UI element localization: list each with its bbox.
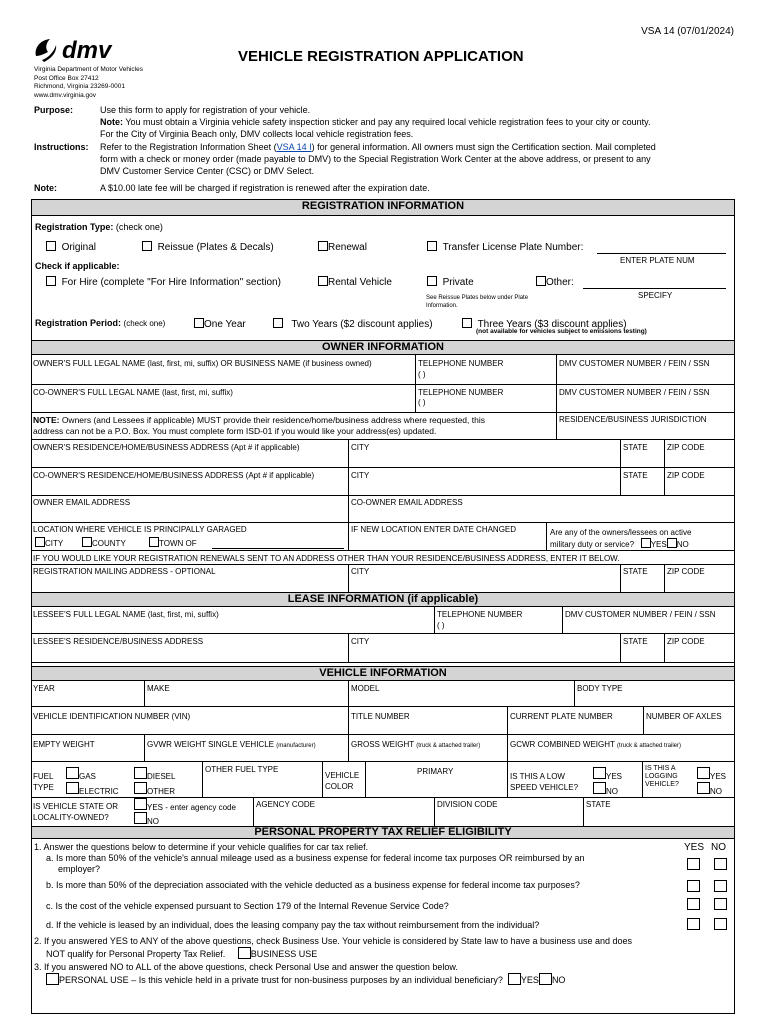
plate-number-line[interactable] [597, 253, 726, 254]
qa-yes-checkbox[interactable] [687, 858, 700, 870]
logging-question: IS THIS A LOGGING VEHICLE? [645, 765, 679, 788]
private-checkbox[interactable] [427, 276, 437, 286]
lessee-phone-paren: ( ) [437, 621, 445, 630]
gvwr-field[interactable]: GVWR WEIGHT SINGLE VEHICLE (manufacturer) [147, 740, 316, 749]
state-owned-question: IS VEHICLE STATE OR LOCALITY-OWNED? [33, 802, 119, 822]
model-field[interactable]: MODEL [351, 684, 380, 693]
diesel-option[interactable]: DIESEL [134, 767, 175, 782]
fuel-type-label: FUEL TYPE [33, 772, 54, 792]
make-field[interactable]: MAKE [147, 684, 170, 693]
garaged-city-checkbox[interactable] [35, 537, 45, 547]
state-owned-yes-checkbox[interactable] [134, 798, 147, 810]
original-checkbox[interactable] [46, 241, 56, 251]
tax-q1: 1. Answer the questions below to determine if your vehicle qualifies for car tax relief. [34, 842, 369, 852]
enter-plate-hint: ENTER PLATE NUM [620, 256, 695, 265]
owner-phone-paren: ( ) [418, 370, 426, 379]
for-hire-checkbox[interactable] [46, 276, 56, 286]
other-specify-line[interactable] [583, 288, 726, 289]
lease-header: LEASE INFORMATION (if applicable) [31, 592, 735, 607]
coowner-phone-paren: ( ) [418, 398, 426, 407]
lessee-customer-no-field[interactable]: DMV CUSTOMER NUMBER / FEIN / SSN [565, 610, 716, 619]
transfer-option[interactable]: Transfer License Plate Number: [427, 241, 583, 253]
address-note: NOTE: Owners (and Lessees if applicable) MUST provide their residence/home/business address where requested, this address can not be a P.O. Box. You must complete form ISD-01 if you would like your address(es) updated. [33, 415, 485, 436]
garaged-county-option[interactable]: COUNTY [82, 537, 126, 549]
personal-use-checkbox[interactable] [46, 973, 59, 985]
tax-yes-heading: YES [684, 842, 705, 853]
check-if-applicable: Check if applicable: [35, 261, 120, 271]
jurisdiction-field[interactable]: RESIDENCE/BUSINESS JURISDICTION [559, 415, 707, 424]
agency-address: Virginia Department of Motor Vehicles Post Office Box 27412 Richmond, Virginia 23269-0001 www.dmv.virginia.gov [34, 66, 143, 99]
trust-no-checkbox[interactable] [539, 973, 552, 985]
military-yes-checkbox[interactable] [641, 538, 651, 548]
owner-telephone-field[interactable]: TELEPHONE NUMBER [418, 359, 504, 368]
tax-qb: b. Is more than 50% of the depreciation associated with the vehicle deducted as a business expense for federal income tax purposes? [46, 880, 580, 890]
private-option[interactable]: Private [427, 276, 474, 288]
see-reissue-note: See Reissue Plates below under Plate Information. [426, 295, 529, 309]
logging-yes-checkbox[interactable] [697, 767, 710, 779]
one-year-checkbox[interactable] [194, 318, 204, 328]
gcwr-field[interactable]: GCWR COMBINED WEIGHT (truck & attached trailer) [510, 740, 682, 749]
garaged-label: LOCATION WHERE VEHICLE IS PRINCIPALLY GARAGED [33, 525, 247, 534]
dmv-logo-icon [32, 36, 132, 64]
logging-yes-option[interactable]: YES [697, 767, 726, 782]
state-owned-no-option[interactable]: NO [134, 812, 159, 827]
owner-header: OWNER INFORMATION [31, 340, 735, 355]
coowner-telephone-field[interactable]: TELEPHONE NUMBER [418, 388, 504, 397]
low-speed-no-option[interactable]: NO [593, 782, 618, 797]
garaged-city-option[interactable]: CITY [35, 537, 63, 549]
three-years-note: (not available for vehicles subject to emissions testing) [476, 328, 647, 335]
dmv-logo [32, 36, 132, 64]
garaged-county-checkbox[interactable] [82, 537, 92, 547]
for-hire-option[interactable]: For Hire (complete "For Hire Information" section) [46, 276, 281, 288]
owner-name-field[interactable]: OWNER'S FULL LEGAL NAME (last, first, mi, suffix) OR BUSINESS NAME (if business owned) [33, 359, 372, 368]
logging-no-checkbox[interactable] [697, 782, 710, 794]
town-name-line[interactable] [212, 548, 344, 549]
reg-type-label: Registration Type: (check one) [35, 222, 163, 232]
business-use-checkbox[interactable] [238, 947, 251, 959]
low-speed-no-checkbox[interactable] [593, 782, 606, 794]
qa-no-checkbox[interactable] [714, 858, 727, 870]
gas-option[interactable]: GAS [66, 767, 96, 782]
renewal-option[interactable]: Renewal [318, 241, 367, 253]
gross-weight-field[interactable]: GROSS WEIGHT (truck & attached trailer) [351, 740, 481, 749]
renewal-address-note: IF YOU WOULD LIKE YOUR REGISTRATION RENEWALS SENT TO AN ADDRESS OTHER THAN YOUR RESIDENCE/BUSINESS ADDRESS, ENTER IT BELOW. [33, 554, 620, 563]
lessee-state-field[interactable]: STATE [623, 637, 648, 646]
mailing-city-field[interactable]: CITY [351, 567, 370, 576]
reissue-checkbox[interactable] [142, 241, 152, 251]
tax-q2: 2. If you answered YES to ANY of the above questions, check Business Use. Your vehicle is considered by State law to have a business use and does NOT qualify for Personal Property Tax Relief. BUSINESS USE [34, 936, 633, 959]
owner-zip-field[interactable]: ZIP CODE [667, 443, 705, 452]
one-year-option[interactable]: One Year [194, 318, 246, 330]
tax-qd: d. If the vehicle is leased by an individual, does the leasing company pay the tax without reimbursement from the individual? [46, 920, 540, 930]
body-type-field[interactable]: BODY TYPE [577, 684, 623, 693]
mailing-state-field[interactable]: STATE [623, 567, 648, 576]
rental-option[interactable]: Rental Vehicle [318, 276, 392, 288]
axles-field[interactable]: NUMBER OF AXLES [646, 712, 722, 721]
state-owned-no-checkbox[interactable] [134, 812, 147, 824]
qd-yes-checkbox[interactable] [687, 918, 700, 930]
electric-option[interactable]: ELECTRIC [66, 782, 119, 797]
other-checkbox[interactable] [536, 276, 546, 286]
lessee-zip-field[interactable]: ZIP CODE [667, 637, 705, 646]
agency-code-field[interactable]: AGENCY CODE [256, 800, 315, 809]
page-title: VEHICLE REGISTRATION APPLICATION [238, 48, 524, 65]
primary-color-field[interactable]: PRIMARY [417, 767, 454, 776]
rental-checkbox[interactable] [318, 276, 328, 286]
tax-qa: a. Is more than 50% of the vehicle's annual mileage used as a business expense for federal income tax purposes OR reimbursed by an employer? [46, 853, 585, 874]
qc-no-checkbox[interactable] [714, 898, 727, 910]
coowner-email-field[interactable]: CO-OWNER EMAIL ADDRESS [351, 498, 463, 507]
garaged-town-option[interactable]: TOWN OF [149, 537, 197, 549]
division-code-field[interactable]: DIVISION CODE [437, 800, 498, 809]
qb-yes-checkbox[interactable] [687, 880, 700, 892]
coowner-state-field[interactable]: STATE [623, 471, 648, 480]
low-speed-yes-checkbox[interactable] [593, 767, 606, 779]
vehicle-color-label: VEHICLE COLOR [325, 771, 360, 791]
vsa14i-link[interactable]: VSA 14 I [276, 142, 312, 152]
military-no-checkbox[interactable] [667, 538, 677, 548]
coowner-customer-no-field[interactable]: DMV CUSTOMER NUMBER / FEIN / SSN [559, 388, 710, 397]
coowner-city-field[interactable]: CITY [351, 471, 370, 480]
vehicle-state-field[interactable]: STATE [586, 800, 611, 809]
other-fuel-checkbox[interactable] [134, 782, 147, 794]
lessee-city-field[interactable]: CITY [351, 637, 370, 646]
owner-customer-no-field[interactable]: DMV CUSTOMER NUMBER / FEIN / SSN [559, 359, 710, 368]
owner-email-field[interactable]: OWNER EMAIL ADDRESS [33, 498, 131, 507]
coowner-zip-field[interactable]: ZIP CODE [667, 471, 705, 480]
coowner-address-field[interactable]: CO-OWNER'S RESIDENCE/HOME/BUSINESS ADDRESS (Apt # if applicable) [33, 471, 315, 480]
qc-yes-checkbox[interactable] [687, 898, 700, 910]
three-years-checkbox[interactable] [462, 318, 472, 328]
new-location-date-field[interactable]: IF NEW LOCATION ENTER DATE CHANGED [351, 525, 517, 534]
reg-period-label: Registration Period: (check one) [35, 318, 166, 328]
electric-checkbox[interactable] [66, 782, 79, 794]
owner-address-field[interactable]: OWNER'S RESIDENCE/HOME/BUSINESS ADDRESS (Apt # if applicable) [33, 443, 300, 452]
logo-text: dmv [62, 37, 112, 64]
renewal-checkbox[interactable] [318, 241, 328, 251]
trust-yes-checkbox[interactable] [508, 973, 521, 985]
vehicle-header: VEHICLE INFORMATION [31, 666, 735, 681]
low-speed-yes-option[interactable]: YES [593, 767, 622, 782]
lessee-telephone-field[interactable]: TELEPHONE NUMBER [437, 610, 523, 619]
original-option[interactable]: Original [46, 241, 96, 253]
lessee-address-field[interactable]: LESSEE'S RESIDENCE/BUSINESS ADDRESS [33, 637, 204, 646]
mailing-address-field[interactable]: REGISTRATION MAILING ADDRESS - OPTIONAL [33, 567, 216, 576]
form-id: VSA 14 (07/01/2024) [641, 26, 734, 37]
two-years-checkbox[interactable] [273, 318, 283, 328]
registration-header: REGISTRATION INFORMATION [31, 199, 735, 216]
tax-q3: 3. If you answered NO to ALL of the above questions, check Personal Use and answer the question below. PERSONAL USE – Is this vehicle held in a private trust for non-business purposes by an individual beneficiary? YES NO [34, 962, 566, 985]
mailing-zip-field[interactable]: ZIP CODE [667, 567, 705, 576]
qd-no-checkbox[interactable] [714, 918, 727, 930]
owner-state-field[interactable]: STATE [623, 443, 648, 452]
specify-hint: SPECIFY [638, 291, 673, 300]
two-years-option[interactable]: Two Years ($2 discount applies) [273, 318, 433, 330]
vin-field[interactable]: VEHICLE IDENTIFICATION NUMBER (VIN) [33, 712, 191, 721]
logging-no-option[interactable]: NO [697, 782, 722, 797]
gas-checkbox[interactable] [66, 767, 79, 779]
qb-no-checkbox[interactable] [714, 880, 727, 892]
transfer-checkbox[interactable] [427, 241, 437, 251]
other-fuel-option[interactable]: OTHER [134, 782, 175, 797]
diesel-checkbox[interactable] [134, 767, 147, 779]
owner-city-field[interactable]: CITY [351, 443, 370, 452]
tax-relief-header: PERSONAL PROPERTY TAX RELIEF ELIGIBILITY [31, 826, 735, 839]
coowner-name-field[interactable]: CO-OWNER'S FULL LEGAL NAME (last, first, mi, suffix) [33, 388, 233, 397]
low-speed-question: IS THIS A LOW SPEED VEHICLE? [510, 772, 579, 792]
tax-no-heading: NO [711, 842, 726, 853]
lessee-name-field[interactable]: LESSEE'S FULL LEGAL NAME (last, first, mi, suffix) [33, 610, 219, 619]
state-owned-yes-option[interactable]: YES - enter agency code [134, 798, 236, 813]
reissue-option[interactable]: Reissue (Plates & Decals) [142, 241, 274, 253]
empty-weight-field[interactable]: EMPTY WEIGHT [33, 740, 95, 749]
plate-number-field[interactable]: CURRENT PLATE NUMBER [510, 712, 613, 721]
tax-qc: c. Is the cost of the vehicle expensed pursuant to Section 179 of the Internal Revenue Service Code? [46, 901, 449, 911]
title-number-field[interactable]: TITLE NUMBER [351, 712, 410, 721]
three-years-option[interactable]: Three Years ($3 discount applies) [462, 318, 627, 330]
other-option[interactable]: Other: [536, 276, 574, 288]
year-field[interactable]: YEAR [33, 684, 55, 693]
garaged-town-checkbox[interactable] [149, 537, 159, 547]
other-fuel-type-field[interactable]: OTHER FUEL TYPE [205, 765, 279, 774]
military-question: Are any of the owners/lessees on active military duty or service? YES NO [550, 528, 692, 549]
